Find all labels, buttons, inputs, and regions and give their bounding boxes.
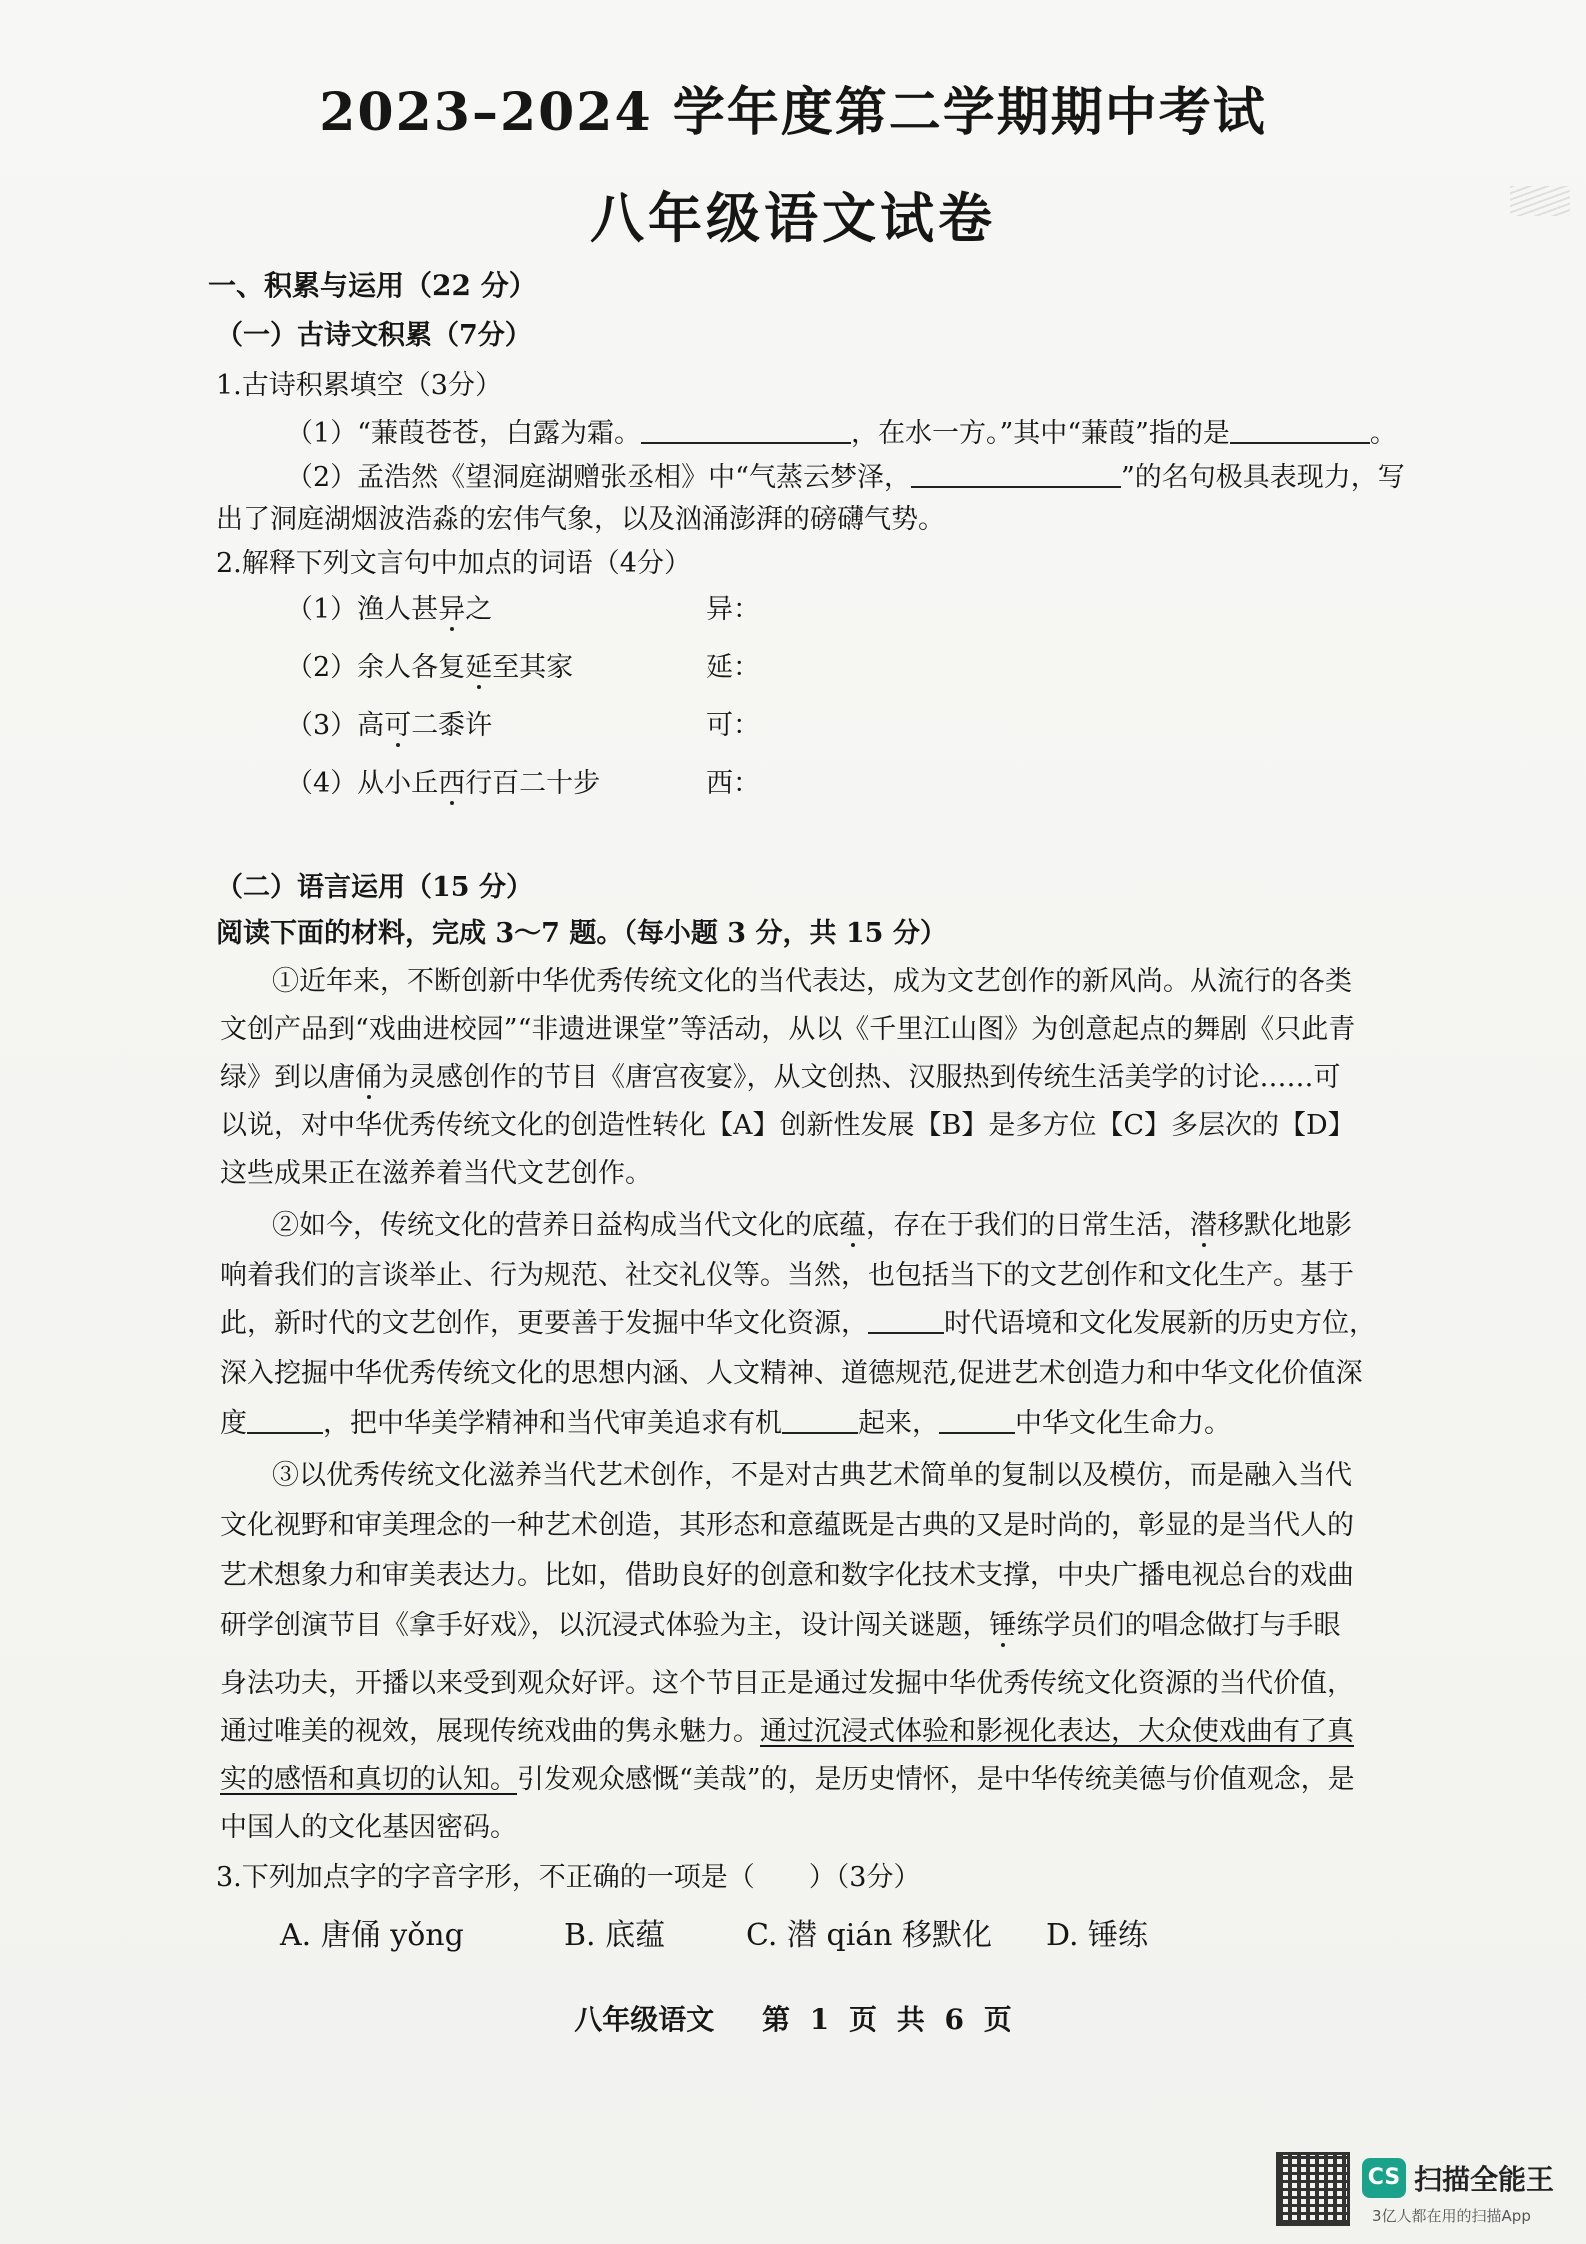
option-b: B. 底蕴 [564, 1918, 666, 1953]
answer-blank [1230, 414, 1370, 444]
answer-blank [641, 414, 851, 444]
part-heading: （一）古诗文积累（7分） [216, 320, 532, 351]
passage-line: 通过唯美的视效，展现传统戏曲的隽永魅力。通过沉浸式体验和影视化表达，大众使戏曲有了真 [220, 1716, 1354, 1747]
question-1-2: （2）孟浩然《望洞庭湖赠张丞相》中“气蒸云梦泽， ”的名句极具表现力，写 [286, 458, 1405, 498]
option-d: D. 锤练 [1046, 1918, 1149, 1953]
passage-line: ①近年来，不断创新中华优秀传统文化的当代表达，成为文艺创作的新风尚。从流行的各类 [272, 966, 1352, 997]
page-footer [0, 1998, 1586, 2038]
option-a: A. 唐俑 yǒng [280, 1918, 464, 1953]
passage-line: 度 ，把中华美学精神和当代审美追求有机 起来， 中华文化生命力。 [220, 1404, 1231, 1444]
camscanner-logo-icon: CS [1362, 2158, 1406, 2198]
passage-line: 中国人的文化基因密码。 [220, 1812, 517, 1843]
passage-line: ②如今，传统文化的营养日益构成当代文化的底蕴，存在于我们的日常生活，潜移默化地影 [272, 1210, 1352, 1241]
passage-line: 以说，对中华优秀传统文化的创造性转化【A】创新性发展【B】是多方位【C】多层次的【D】 [220, 1110, 1355, 1141]
question-2-word: 可： [706, 710, 760, 741]
question-1-1: （1）“蒹葭苍苍，白露为霜。 ，在水一方。”其中“蒹葭”指的是 。 [286, 414, 1397, 454]
question-3: 3.下列加点字的字音字形，不正确的一项是（ ）（3分） [216, 1862, 921, 1893]
exam-title: 2023–2024 学年度第二学期期中考试 [319, 82, 1267, 143]
passage-line: 此，新时代的文艺创作，更要善于发掘中华文化资源， 时代语境和文化发展新的历史方位， [220, 1304, 1376, 1344]
scanner-app-name: 扫描全能王 [1414, 2163, 1555, 2196]
part-heading: （二）语言运用（15 分） [216, 872, 533, 903]
reading-instruction: 阅读下面的材料，完成 3～7 题。（每小题 3 分，共 15 分） [216, 918, 947, 949]
passage-line: 研学创演节目《拿手好戏》，以沉浸式体验为主，设计闯关谜题，锤练学员们的唱念做打与手眼 [220, 1610, 1341, 1641]
answer-blank [868, 1304, 944, 1334]
passage-line: 文创产品到“戏曲进校园”“非遗进课堂”等活动，从以《千里江山图》为创意起点的舞剧《只此青 [220, 1014, 1356, 1045]
answer-blank [939, 1404, 1015, 1434]
qr-code-icon [1276, 2152, 1350, 2226]
passage-line: 响着我们的言谈举止、行为规范、社交礼仪等。当然，也包括当下的文艺创作和文化生产。基于 [220, 1260, 1354, 1291]
answer-blank [911, 458, 1121, 488]
question-2-word: 延： [706, 652, 760, 683]
question-2: 2.解释下列文言句中加点的词语（4分） [216, 548, 691, 579]
question-1-2-cont: 出了洞庭湖烟波浩淼的宏伟气象，以及汹涌澎湃的磅礴气势。 [216, 504, 945, 535]
question-2-item: （2）余人各复延至其家 [286, 652, 574, 683]
question-2-word: 西： [706, 768, 760, 799]
section-heading: 一、积累与运用（22 分） [208, 269, 537, 302]
passage-line: 文化视野和审美理念的一种艺术创造，其形态和意蕴既是古典的又是时尚的，彰显的是当代人的 [220, 1510, 1354, 1541]
question-2-word: 异： [706, 594, 760, 625]
exam-subtitle: 八年级语文试卷 [590, 186, 996, 250]
question-2-item: （3）高可二黍许 [286, 710, 493, 741]
footer-page-number: 第 1 页 共 6 页 [762, 2003, 1012, 2036]
passage-line: 艺术想象力和审美表达力。比如，借助良好的创意和数字化技术支撑，中央广播电视总台的戏曲 [220, 1560, 1354, 1591]
passage-line: ③以优秀传统文化滋养当代艺术创作，不是对古典艺术简单的复制以及模仿，而是融入当代 [272, 1460, 1352, 1491]
scanner-app-tagline: 3亿人都在用的扫描App [1372, 2207, 1531, 2225]
passage-line: 绿》到以唐俑为灵感创作的节目《唐宫夜宴》，从文创热、汉服热到传统生活美学的讨论……可 [220, 1062, 1341, 1093]
passage-line: 身法功夫，开播以来受到观众好评。这个节目正是通过发掘中华优秀传统文化资源的当代价值， [220, 1668, 1354, 1699]
passage-line: 这些成果正在滋养着当代文艺创作。 [220, 1158, 652, 1189]
passage-line: 深入挖掘中华优秀传统文化的思想内涵、人文精神、道德规范,促进艺术创造力和中华文化价值深 [220, 1358, 1363, 1389]
answer-blank [782, 1404, 858, 1434]
answer-blank [247, 1404, 323, 1434]
underlined-sentence: 通过沉浸式体验和影视化表达，大众使戏曲有了真 [760, 1716, 1354, 1747]
option-c: C. 潜 qián 移默化 [746, 1918, 993, 1953]
passage-line: 实的感悟和真切的认知。引发观众感慨“美哉”的，是历史情怀，是中华传统美德与价值观念，是 [220, 1764, 1355, 1795]
question-1: 1.古诗积累填空（3分） [216, 370, 502, 401]
question-2-item: （1）渔人甚异之 [286, 594, 493, 625]
question-2-item: （4）从小丘西行百二十步 [286, 768, 601, 799]
underlined-sentence: 实的感悟和真切的认知。 [220, 1764, 517, 1795]
footer-subject: 八年级语文 [574, 2003, 715, 2036]
